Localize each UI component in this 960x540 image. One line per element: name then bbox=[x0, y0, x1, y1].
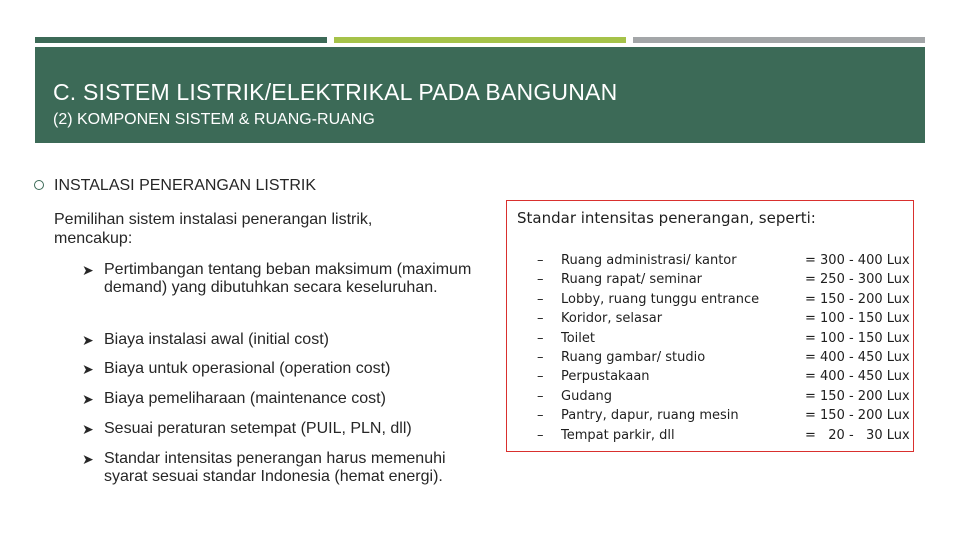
lux-range: = 100 - 150 Lux bbox=[805, 311, 910, 327]
lux-range: = 400 - 450 Lux bbox=[805, 369, 910, 385]
page-title: C. SISTEM LISTRIK/ELEKTRIKAL PADA BANGUNAN bbox=[53, 79, 618, 105]
section-heading bbox=[54, 177, 316, 195]
room-name: Lobby, ruang tunggu entrance bbox=[561, 291, 760, 307]
room-name: Pantry, dapur, ruang mesin bbox=[561, 408, 739, 424]
lux-range: = 100 - 150 Lux bbox=[805, 330, 910, 346]
lux-range: = 150 - 200 Lux bbox=[805, 388, 910, 404]
list-item-text: Pertimbangan tentang beban maksimum (maximum demand) yang dibutuhkan secara keseluruhan. bbox=[104, 261, 472, 296]
intro-text: Pemilihan sistem instalasi penerangan listrik, mencakup: bbox=[54, 211, 373, 247]
lux-range: = 300 - 400 Lux bbox=[805, 253, 910, 268]
dash-bullet-icon: – bbox=[537, 350, 544, 365]
arrow-bullet-icon: ➤ bbox=[82, 391, 94, 407]
arrow-bullet-icon: ➤ bbox=[82, 421, 94, 437]
lux-range: = 150 - 200 Lux bbox=[805, 408, 910, 424]
dash-bullet-icon: – bbox=[537, 330, 544, 346]
list-item bbox=[82, 331, 472, 349]
list-item bbox=[82, 390, 472, 408]
arrow-bullet-icon: ➤ bbox=[82, 262, 94, 278]
standard-row bbox=[507, 329, 913, 348]
standard-row bbox=[507, 406, 913, 425]
standard-row bbox=[507, 309, 913, 328]
list-item-text: Biaya untuk operasional (operation cost) bbox=[104, 360, 391, 377]
section-heading-text: INSTALASI PENERANGAN LISTRIK bbox=[54, 177, 316, 194]
lighting-standard-box bbox=[506, 200, 914, 452]
room-name: Ruang gambar/ studio bbox=[561, 350, 706, 365]
dash-bullet-icon: – bbox=[537, 408, 544, 424]
standard-row bbox=[507, 251, 913, 270]
list-item bbox=[82, 261, 472, 297]
list-item bbox=[82, 420, 472, 438]
accent-bar-dark-green bbox=[35, 37, 327, 43]
list-item-text: Biaya instalasi awal (initial cost) bbox=[104, 331, 329, 348]
room-name: Koridor, selasar bbox=[561, 311, 663, 327]
lux-range: = 250 - 300 Lux bbox=[805, 272, 910, 288]
room-name: Gudang bbox=[561, 388, 613, 404]
list-item bbox=[82, 450, 472, 486]
accent-bar-gray bbox=[633, 37, 925, 43]
circle-bullet-icon bbox=[34, 180, 44, 190]
standard-row bbox=[507, 387, 913, 406]
standard-row bbox=[507, 426, 913, 445]
room-name: Perpustakaan bbox=[561, 369, 650, 385]
arrow-bullet-icon: ➤ bbox=[82, 332, 94, 348]
dash-bullet-icon: – bbox=[537, 388, 544, 404]
dash-bullet-icon: – bbox=[537, 427, 544, 443]
room-name: Toilet bbox=[561, 330, 596, 346]
standard-row bbox=[507, 270, 913, 289]
standard-title: Standar intensitas penerangan, seperti: bbox=[517, 209, 816, 227]
arrow-bullet-icon: ➤ bbox=[82, 451, 94, 467]
accent-bar-light-green bbox=[334, 37, 626, 43]
lux-range: = 150 - 200 Lux bbox=[805, 291, 910, 307]
list-item-text: Biaya pemeliharaan (maintenance cost) bbox=[104, 390, 386, 407]
standard-row bbox=[507, 367, 913, 386]
page-subtitle: (2) KOMPONEN SISTEM & RUANG-RUANG bbox=[53, 111, 375, 128]
dash-bullet-icon: – bbox=[537, 311, 544, 327]
list-item-text: Standar intensitas penerangan harus memenuhi syarat sesuai standar Indonesia (hemat energi). bbox=[104, 450, 446, 485]
arrow-bullet-icon: ➤ bbox=[82, 361, 94, 377]
standard-row bbox=[507, 290, 913, 309]
dash-bullet-icon: – bbox=[537, 369, 544, 385]
list-item bbox=[82, 360, 472, 378]
dash-bullet-icon: – bbox=[537, 253, 544, 268]
dash-bullet-icon: – bbox=[537, 291, 544, 307]
room-name: Ruang administrasi/ kantor bbox=[561, 253, 737, 268]
list-item-text: Sesuai peraturan setempat (PUIL, PLN, dll) bbox=[104, 420, 412, 437]
dash-bullet-icon: – bbox=[537, 272, 544, 288]
lux-range: = 20 - 30 Lux bbox=[805, 427, 910, 443]
lux-range: = 400 - 450 Lux bbox=[805, 350, 910, 365]
standard-row bbox=[507, 348, 913, 367]
title-banner bbox=[35, 47, 925, 143]
room-name: Tempat parkir, dll bbox=[561, 427, 675, 443]
room-name: Ruang rapat/ seminar bbox=[561, 272, 703, 288]
